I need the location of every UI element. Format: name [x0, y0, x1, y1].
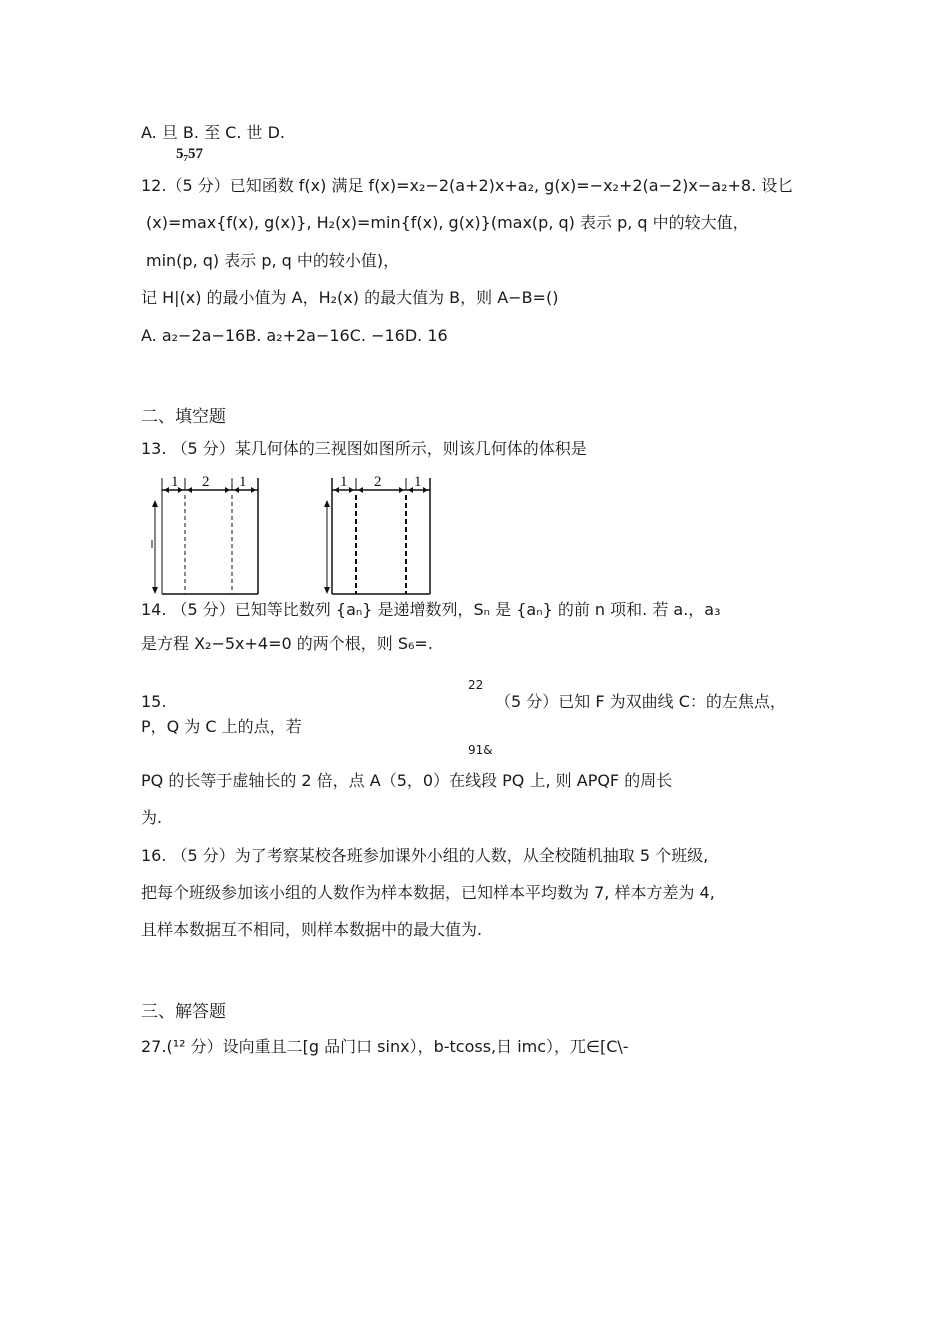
q17-text: 27.(¹² 分）设向重且二[g 品门口 sinx），b-tcoss,日 imc），兀∈[C\-: [141, 1037, 629, 1056]
q13-left-label-3: 1: [239, 474, 247, 490]
q13-figure-right: [318, 470, 438, 600]
q15-frac-top: 22: [468, 678, 484, 692]
q13-text: 13. （5 分）某几何体的三视图如图所示，则该几何体的体积是: [141, 439, 587, 458]
q15-frac-bottom: 91&: [468, 743, 493, 757]
q12-line1: 12.（5 分）已知函数 f(x) 满足 f(x)=x₂−2(a+2)x+a₂, g(x)=−x₂+2(a−2)x−a₂+8. 设匕: [141, 176, 794, 195]
q13-figure-left: [140, 470, 260, 600]
q15-number: 15.: [141, 692, 167, 711]
section-3-title: 三、解答题: [141, 1002, 226, 1022]
q15-line2: P，Q 为 C 上的点，若: [141, 717, 302, 736]
q16-line1: 16. （5 分）为了考察某校各班参加课外小组的人数，从全校随机抽取 5 个班级,: [141, 846, 709, 865]
q12-line3: min(p, q) 表示 p, q 中的较小值)，: [146, 251, 400, 270]
q12-line2: (x)=max{f(x), g(x)}, H₂(x)=min{f(x), g(x)}(max(p, q) 表示 p, q 中的较大值，: [146, 213, 749, 232]
q13-right-label-1: 1: [340, 474, 348, 490]
q14-line2: 是方程 X₂−5x+4=0 的两个根，则 S₆=.: [141, 634, 433, 653]
section-2-title: 二、填空题: [141, 407, 226, 427]
q12-line4: 记 H|(x) 的最小值为 A，H₂(x) 的最大值为 B，则 A−B=(): [141, 288, 559, 307]
q11-options: A. 旦 B. 至 C. 世 D.: [141, 123, 285, 142]
q15-line4: 为.: [141, 808, 163, 827]
q16-line3: 且样本数据互不相同，则样本数据中的最大值为.: [141, 920, 483, 939]
q12-options: A. a₂−2a−16B. a₂+2a−16C. −16D. 16: [141, 326, 448, 345]
q14-line1: 14. （5 分）已知等比数列 {aₙ} 是递增数列，Sₙ 是 {aₙ} 的前 n 项和. 若 a.，a₃: [141, 600, 721, 619]
q13-right-label-3: 1: [414, 474, 422, 490]
q15-line1: （5 分）已知 F 为双曲线 C：的左焦点，: [495, 692, 786, 711]
q16-line2: 把每个班级参加该小组的人数作为样本数据，已知样本平均数为 7, 样本方差为 4,: [141, 883, 715, 902]
q15-line3: PQ 的长等于虚轴长的 2 倍，点 A（5，0）在线段 PQ 上, 则 APQF 的周长: [141, 771, 673, 790]
q13-right-label-2: 2: [374, 474, 382, 490]
q13-left-label-1: 1: [171, 474, 179, 490]
q11-sub: 5₇57: [176, 146, 203, 162]
q13-left-label-2: 2: [202, 474, 210, 490]
